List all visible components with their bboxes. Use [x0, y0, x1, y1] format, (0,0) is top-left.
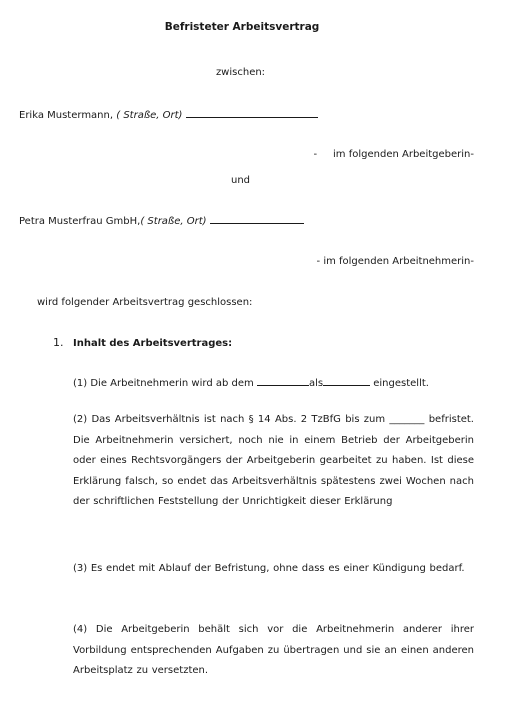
- between-label: zwischen:: [215, 67, 266, 78]
- start-date-blank: [257, 376, 309, 386]
- paragraph-2: (2) Das Arbeitsverhältnis ist nach § 14 Abs. 2 TzBfG bis zum _______ befristet. Die Arbeitnehmerin versichert, noch nie in einem Betrieb der Arbeitgeberin oder eines Rechtsvorgängers der Arbeitgeberin gearbeitet zu haben. Ist diese Erklärung falsch, so endet das Arbeitsverhältnis spätestens zwei Wochen nach der schriftlichen Feststellung der Unrichtigkeit dieser Erklärung: [73, 414, 474, 508]
- paragraph-1-text-b: als: [308, 378, 324, 389]
- document-title: Befristeter Arbeitsvertrag: [164, 21, 320, 33]
- party2-blank: [210, 214, 304, 224]
- party2-address: ( Straße, Ort): [140, 216, 207, 227]
- role2-label: - im folgenden Arbeitnehmerin-: [316, 256, 474, 267]
- party1-line: [19, 108, 318, 121]
- party1-name: Erika Mustermann,: [19, 110, 114, 121]
- paragraph-1-text-c: eingestellt.: [373, 378, 429, 389]
- role1-label: - im folgenden Arbeitgeberin-: [313, 149, 474, 160]
- party2-line: [19, 214, 304, 227]
- section-heading: [53, 336, 232, 349]
- paragraph-1: [73, 376, 429, 389]
- paragraph-3: (3) Es endet mit Ablauf der Befristung, ohne dass es einer Kündigung bedarf.: [73, 563, 465, 574]
- section-title: Inhalt des Arbeitsvertrages:: [73, 338, 233, 349]
- and-label: und: [230, 175, 251, 186]
- paragraph-1-text-a: (1) Die Arbeitnehmerin wird ab dem: [73, 378, 254, 389]
- party2-name: Petra Musterfrau GmbH,: [19, 216, 141, 227]
- paragraph-4: (4) Die Arbeitgeberin behält sich vor die Arbeitnehmerin anderer ihrer Vorbildung entsprechenden Aufgaben zu übertragen und sie an einen anderen Arbeitsplatz zu versetzten.: [73, 624, 474, 677]
- section-number: 1.: [53, 336, 64, 349]
- party1-blank: [186, 108, 318, 118]
- intro-text: wird folgender Arbeitsvertrag geschlossen:: [37, 297, 253, 308]
- position-blank: [323, 376, 370, 386]
- party1-address: ( Straße, Ort): [116, 110, 183, 121]
